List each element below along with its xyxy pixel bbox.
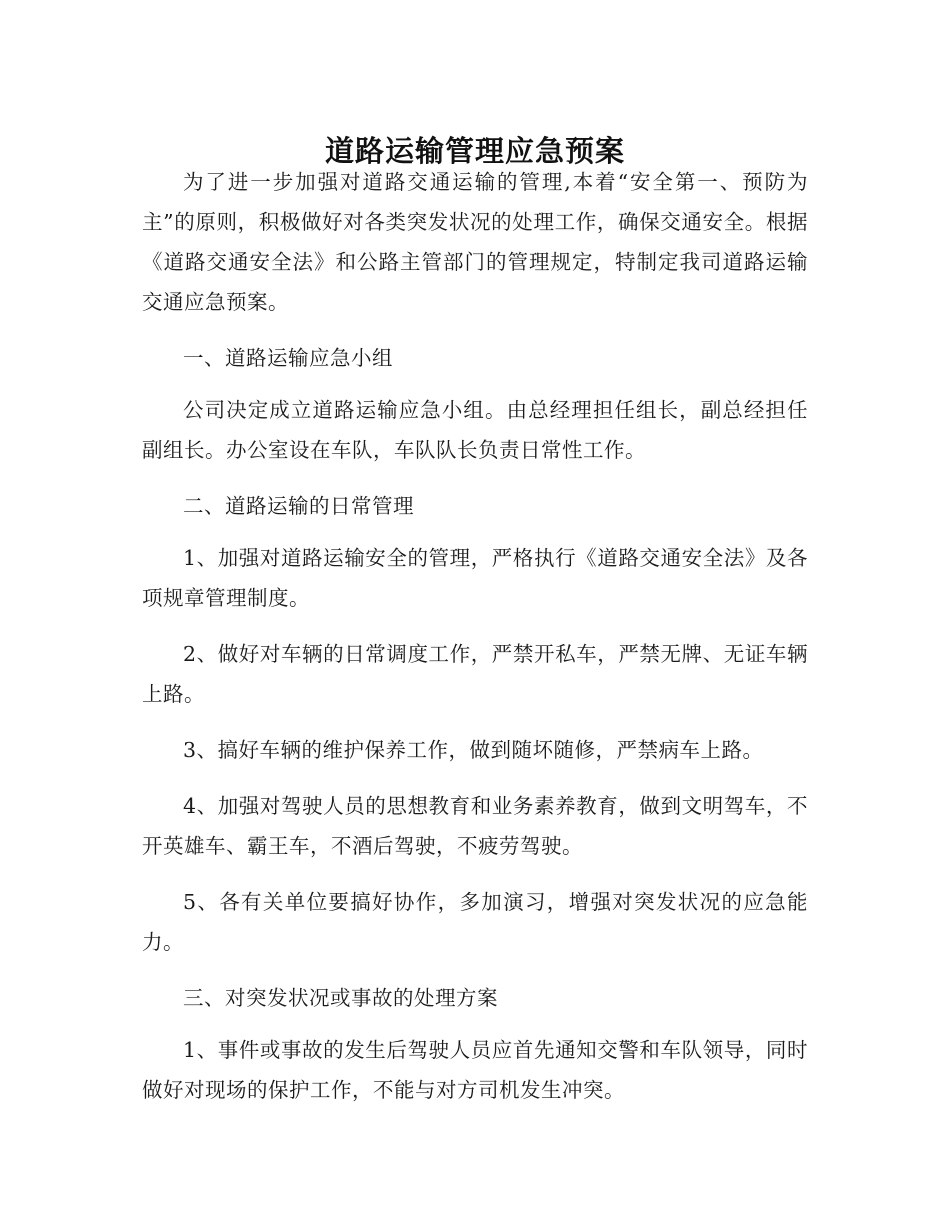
section-heading-2: 二、道路运输的日常管理 <box>183 494 414 518</box>
document-body <box>142 162 808 1126</box>
section-1-paragraph: 公司决定成立道路运输应急小组。由总经理担任组长，副总经担任副组长。办公室设在车队，车队队长负责日常性工作。 <box>142 398 808 462</box>
section-2-item-1: 1、加强对道路运输安全的管理，严格执行《道路交通安全法》及各项规章管理制度。 <box>142 546 808 610</box>
document-title: 道路运输管理应急预案 <box>324 134 625 169</box>
section-heading-1: 一、道路运输应急小组 <box>183 346 393 370</box>
intro-paragraph: 为了进一步加强对道路交通运输的管理,本着“安全第一、预防为主”的原则，积极做好对各类突发状况的处理工作，确保交通安全。根据《道路交通安全法》和公路主管部门的管理规定，特制定我司道路运输交通应急预案。 <box>142 170 808 314</box>
section-2-item-3: 3、搞好车辆的维护保养工作，做到随坏随修，严禁病车上路。 <box>183 738 764 762</box>
section-3-item-1: 1、事件或事故的发生后驾驶人员应首先通知交警和车队领导，同时做好对现场的保护工作，不能与对方司机发生冲突。 <box>142 1038 808 1102</box>
section-2-item-5: 5、各有关单位要搞好协作，多加演习，增强对突发状况的应急能力。 <box>142 890 808 954</box>
section-2-item-2: 2、做好对车辆的日常调度工作，严禁开私车，严禁无牌、无证车辆上路。 <box>142 642 808 706</box>
section-2-item-4: 4、加强对驾驶人员的思想教育和业务素养教育，做到文明驾车，不开英雄车、霸王车，不酒后驾驶，不疲劳驾驶。 <box>142 794 808 858</box>
section-heading-3: 三、对突发状况或事故的处理方案 <box>183 986 498 1010</box>
